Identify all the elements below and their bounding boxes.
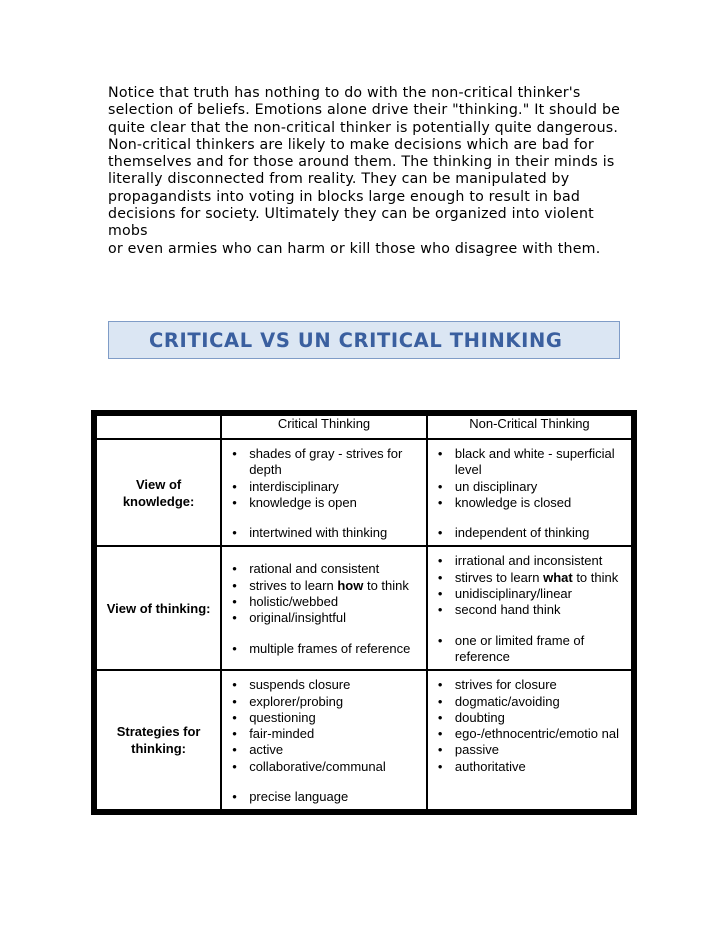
body-paragraph: Notice that truth has nothing to do with the non-critical thinker's selection of beliefs. Emotions alone drive their "thinking." It should be quite clear that the non-critical thinker is potentially quite dangerous. Non-critical thinkers are likely to make decisions which are bad for themselves and for those around them. The thinking in their minds is literally disconnected from reality. They can be manipulated by propagandists into voting in blocks large enough to result in bad decisions for society. Ultimately they can be organized into violent mobs or even armies who can harm or kill those who disagree with them.: [108, 85, 621, 257]
row-label-text: Strategies for thinking:: [116, 724, 201, 757]
header-empty-cell: [96, 415, 221, 439]
list-item: • fair-minded: [222, 726, 426, 742]
list-item: • explorer/probing: [222, 694, 426, 710]
item-text: stirves to learn: [454, 569, 544, 585]
list-item: [428, 570, 631, 586]
cell-critical-knowledge: [221, 439, 427, 546]
cell-critical-strategies: [221, 670, 427, 810]
list-item: • second hand think: [428, 602, 631, 618]
list-item: • dogmatic/avoiding: [428, 694, 631, 710]
list-item: • un disciplinary: [428, 479, 631, 495]
header-critical: Critical Thinking: [221, 415, 427, 439]
list-item: • irrational and inconsistent: [428, 553, 631, 569]
list-item: • intertwined with thinking: [222, 525, 426, 541]
list-item: • original/insightful: [222, 610, 426, 626]
row-label-knowledge: [96, 439, 221, 546]
row-label-thinking: [96, 546, 221, 670]
header-noncritical: Non-Critical Thinking: [427, 415, 632, 439]
list-item: • doubting: [428, 710, 631, 726]
item-emphasis: how: [337, 577, 364, 593]
item-text: to think: [363, 577, 409, 593]
list-item: • unidisciplinary/linear: [428, 586, 631, 602]
comparison-table: [91, 410, 637, 815]
list-item: • multiple frames of reference: [222, 641, 426, 657]
list-item: • interdisciplinary: [222, 479, 426, 495]
list-item: • active: [222, 742, 426, 758]
cell-noncritical-knowledge: [427, 439, 632, 546]
list-item: • suspends closure: [222, 677, 426, 693]
list-item: • passive: [428, 742, 631, 758]
table-row: [96, 546, 632, 670]
list-item: [222, 578, 426, 594]
row-label-text: View of thinking:: [106, 600, 211, 616]
list-item: • one or limited frame of reference: [428, 633, 631, 666]
list-item: • precise language: [222, 789, 426, 805]
table-row: [96, 670, 632, 810]
table-row: [96, 439, 632, 546]
item-text: to think: [572, 569, 619, 585]
list-item: • ego-/ethnocentric/emotio nal: [428, 726, 631, 742]
row-label-strategies: [96, 670, 221, 810]
list-item: • holistic/webbed: [222, 594, 426, 610]
list-item: • knowledge is open: [222, 495, 426, 511]
cell-critical-thinking: [221, 546, 427, 670]
section-banner: [108, 321, 620, 359]
list-item: • black and white - superficial level: [428, 446, 631, 479]
item-emphasis: what: [543, 569, 573, 585]
list-item: • rational and consistent: [222, 561, 426, 577]
list-item: • independent of thinking: [428, 525, 631, 541]
list-item: • questioning: [222, 710, 426, 726]
list-item: • shades of gray - strives for depth: [222, 446, 426, 479]
banner-title: CRITICAL VS UN CRITICAL THINKING: [149, 328, 563, 352]
row-label-text: View of knowledge:: [122, 476, 195, 509]
list-item: • authoritative: [428, 759, 631, 775]
cell-noncritical-strategies: [427, 670, 632, 810]
list-item: • strives for closure: [428, 677, 631, 693]
list-item: • collaborative/communal: [222, 759, 426, 775]
cell-noncritical-thinking: [427, 546, 632, 670]
table-header-row: [96, 415, 632, 439]
item-text: strives to learn: [249, 577, 338, 593]
list-item: • knowledge is closed: [428, 495, 631, 511]
